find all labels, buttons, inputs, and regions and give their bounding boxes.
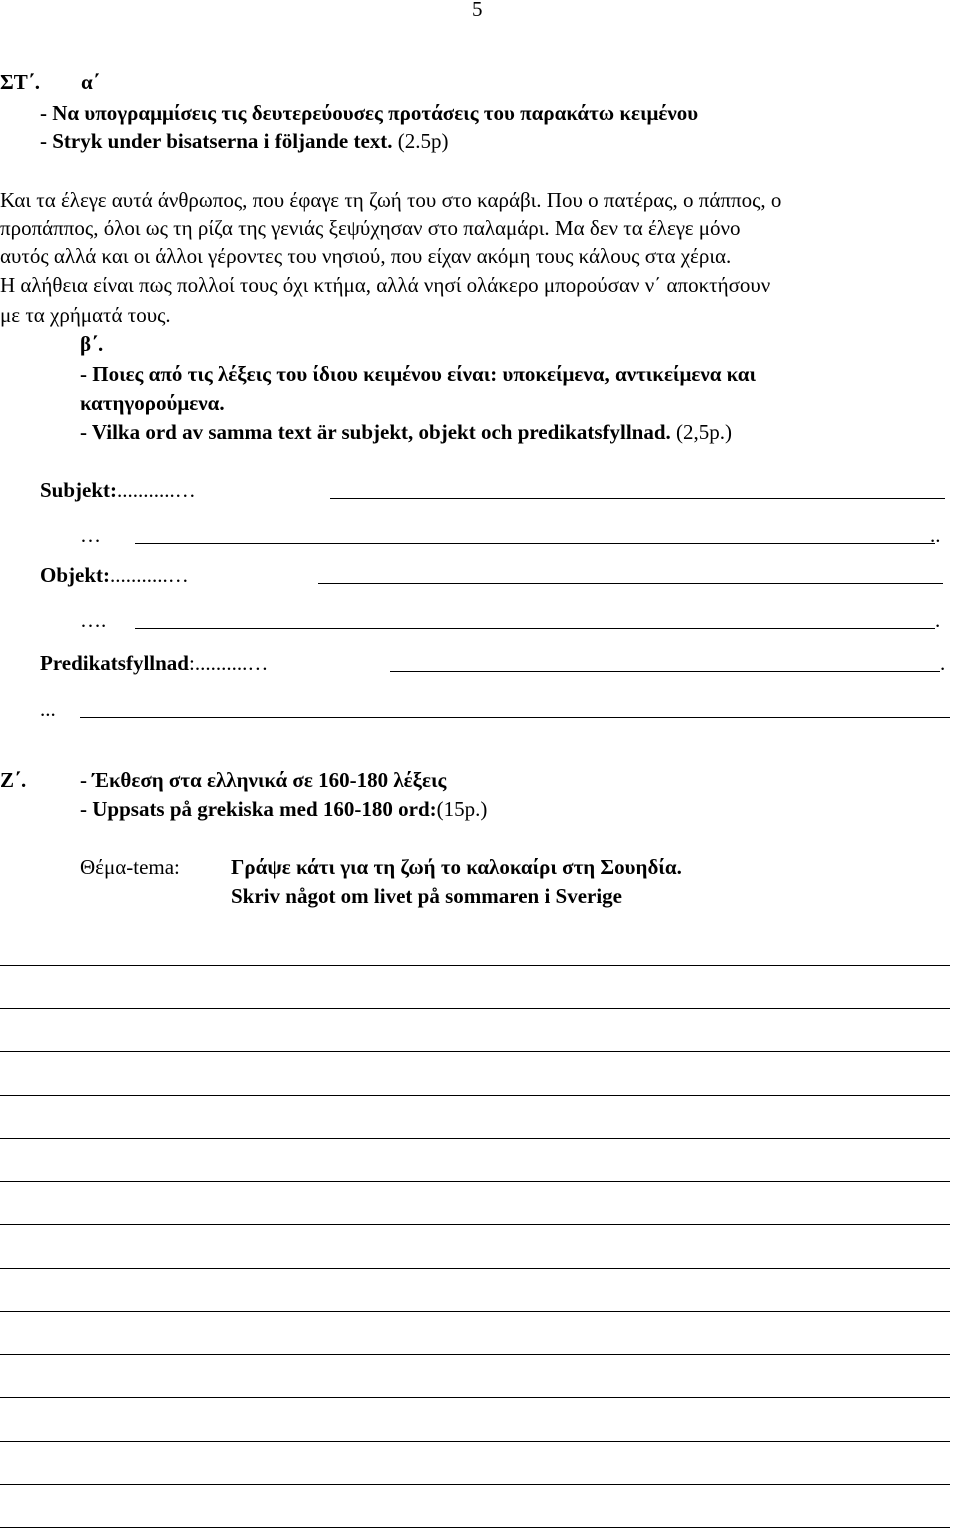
- writing-line[interactable]: [0, 1397, 950, 1398]
- part-b-label: β΄.: [80, 332, 104, 356]
- objekt-continuation-start: ….: [80, 608, 107, 632]
- objekt-rule: [318, 583, 943, 584]
- part-b-instruction-greek-2: κατηγορούμενα.: [80, 391, 225, 415]
- part-a-points: (2.5p): [397, 129, 449, 153]
- theme-swedish: Skriv något om livet på sommaren i Sverige: [231, 884, 623, 908]
- predikat-dots: ..........: [194, 651, 248, 675]
- passage-line-5: με τα χρήματά τους.: [0, 303, 171, 327]
- objekt-continuation-rule: [135, 628, 935, 629]
- subjekt-dots: ...........: [117, 478, 175, 502]
- writing-line[interactable]: [0, 1181, 950, 1182]
- part-a-instruction-greek: - Να υπογραμμίσεις τις δευτερεύουσες προτάσεις του παρακάτω κειμένου: [40, 101, 699, 125]
- part-b-instruction-swedish-line: [80, 419, 732, 445]
- passage-line-2: προπάππος, όλοι ως τη ρίζα της γενιάς ξεψύχησαν στο παλαμάρι. Μα δεν τα έλεγε μόνο: [0, 216, 741, 240]
- writing-line[interactable]: [0, 1311, 950, 1312]
- subjekt-ellipsis: …: [174, 478, 196, 502]
- passage-line-1: Και τα έλεγε αυτά άνθρωπος, που έφαγε τη ζωή του στο καράβι. Που ο πατέρας, ο πάππος, ο: [0, 188, 782, 212]
- writing-line[interactable]: [0, 1268, 950, 1269]
- section-z-points: (15p.): [436, 797, 488, 821]
- section-z-instruction-swedish: - Uppsats på grekiska med 160-180 ord:: [80, 797, 437, 821]
- section-st-label: ΣΤ΄.: [0, 70, 40, 94]
- writing-line[interactable]: [0, 1527, 950, 1528]
- section-z-instruction-swedish-line: [80, 796, 487, 822]
- writing-line[interactable]: [0, 1138, 950, 1139]
- writing-line[interactable]: [0, 1224, 950, 1225]
- theme-label: Θέμα-tema:: [80, 855, 180, 879]
- objekt-dots: ...........: [110, 563, 168, 587]
- predikat-colon: :: [188, 651, 195, 675]
- predikat-answer-line[interactable]: [40, 651, 268, 676]
- part-a-instruction-swedish-line: [40, 128, 449, 154]
- section-z-label: Ζ΄.: [0, 768, 27, 792]
- objekt-label: Objekt:: [40, 563, 110, 587]
- objekt-ellipsis: …: [167, 563, 189, 587]
- subjekt-continuation-start: …: [80, 523, 101, 547]
- writing-line[interactable]: [0, 1441, 950, 1442]
- theme-greek: Γράψε κάτι για τη ζωή το καλοκαίρι στη Σουηδία.: [231, 855, 682, 879]
- subjekt-label: Subjekt:: [40, 478, 118, 502]
- predikat-ellipsis: …: [247, 651, 269, 675]
- predikat-end: .: [940, 651, 946, 675]
- writing-line[interactable]: [0, 965, 950, 966]
- predikat-label: Predikatsfyllnad: [40, 651, 189, 675]
- section-z-instruction-greek: - Έκθεση στα ελληνικά σε 160-180 λέξεις: [80, 768, 447, 792]
- objekt-answer-line[interactable]: [40, 563, 189, 588]
- predikat-continuation-rule: [80, 717, 950, 718]
- subjekt-continuation-rule: [135, 543, 935, 544]
- subjekt-rule: [330, 498, 945, 499]
- part-b-instruction-swedish: - Vilka ord av samma text är subjekt, objekt och predikatsfyllnad.: [80, 420, 671, 444]
- part-b-points: (2,5p.): [676, 420, 733, 444]
- writing-line[interactable]: [0, 1484, 950, 1485]
- writing-line[interactable]: [0, 1354, 950, 1355]
- writing-line[interactable]: [0, 1095, 950, 1096]
- part-a-instruction-swedish: - Stryk under bisatserna i följande text.: [40, 129, 393, 153]
- writing-line[interactable]: [0, 1008, 950, 1009]
- predikat-continuation-start: ...: [40, 697, 56, 721]
- part-b-instruction-greek-1: - Ποιες από τις λέξεις του ίδιου κειμένου είναι: υποκείμενα, αντικείμενα και: [80, 362, 756, 386]
- objekt-continuation-end: .: [935, 608, 941, 632]
- subjekt-continuation-end: ..: [930, 523, 941, 547]
- passage-line-4: Η αλήθεια είναι πως πολλοί τους όχι κτήμα, αλλά νησί ολάκερο μπορούσαν ν΄ αποκτήσουν: [0, 273, 771, 297]
- passage-line-3: αυτός αλλά και οι άλλοι γέροντες του νησιού, που είχαν ακόμη τους κάλους στα χέρια.: [0, 244, 732, 268]
- page-number: 5: [472, 0, 483, 21]
- part-a-label: α΄: [81, 70, 100, 94]
- predikat-rule: [390, 671, 940, 672]
- subjekt-answer-line[interactable]: [40, 478, 196, 503]
- writing-line[interactable]: [0, 1051, 950, 1052]
